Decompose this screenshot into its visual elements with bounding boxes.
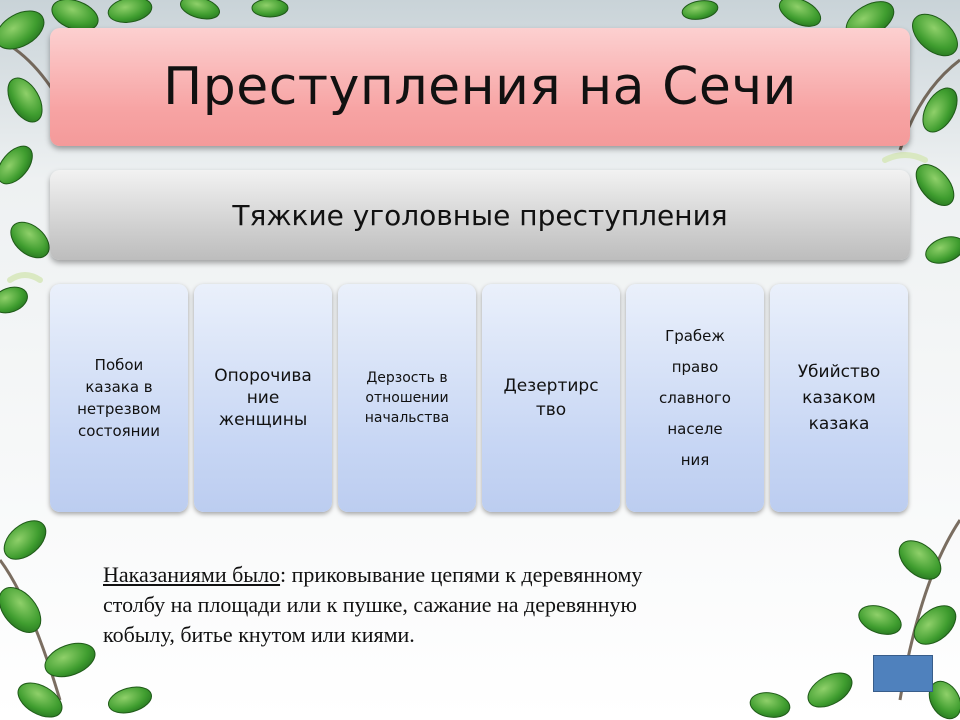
crime-card-label: Убийство казаком казака: [797, 362, 881, 434]
crime-card-robbery: [626, 284, 764, 512]
punishment-text: : приковывание цепями к деревянному столбу на площади или к пушке, сажание на деревянную кобылу, битье кнутом или киями.: [103, 562, 643, 647]
punishment-lead: Наказаниями было: [103, 562, 281, 587]
crime-cards: [50, 284, 910, 514]
slide-subtitle: Тяжкие уголовные преступления: [232, 198, 728, 232]
crime-card-defamation: [194, 284, 332, 512]
crime-card-label: Побои казака в нетрезвом состоянии: [77, 356, 161, 440]
crime-card-label: Дерзость в отношении начальства: [364, 370, 450, 426]
punishment-paragraph: [103, 560, 803, 650]
title-banner: [50, 28, 910, 146]
crime-card-label: Грабеж право славного населе ния: [659, 326, 731, 469]
crime-card-label: Опорочива ние женщины: [214, 366, 312, 430]
crime-card-label: Дезертирс тво: [503, 376, 599, 420]
crime-card-desertion: [482, 284, 620, 512]
crime-card-insolence: [338, 284, 476, 512]
navigation-button[interactable]: [873, 655, 933, 692]
crime-card-murder: [770, 284, 908, 512]
crime-card-beating: [50, 284, 188, 512]
slide-title: Преступления на Сечи: [163, 57, 797, 117]
subtitle-banner: [50, 170, 910, 260]
